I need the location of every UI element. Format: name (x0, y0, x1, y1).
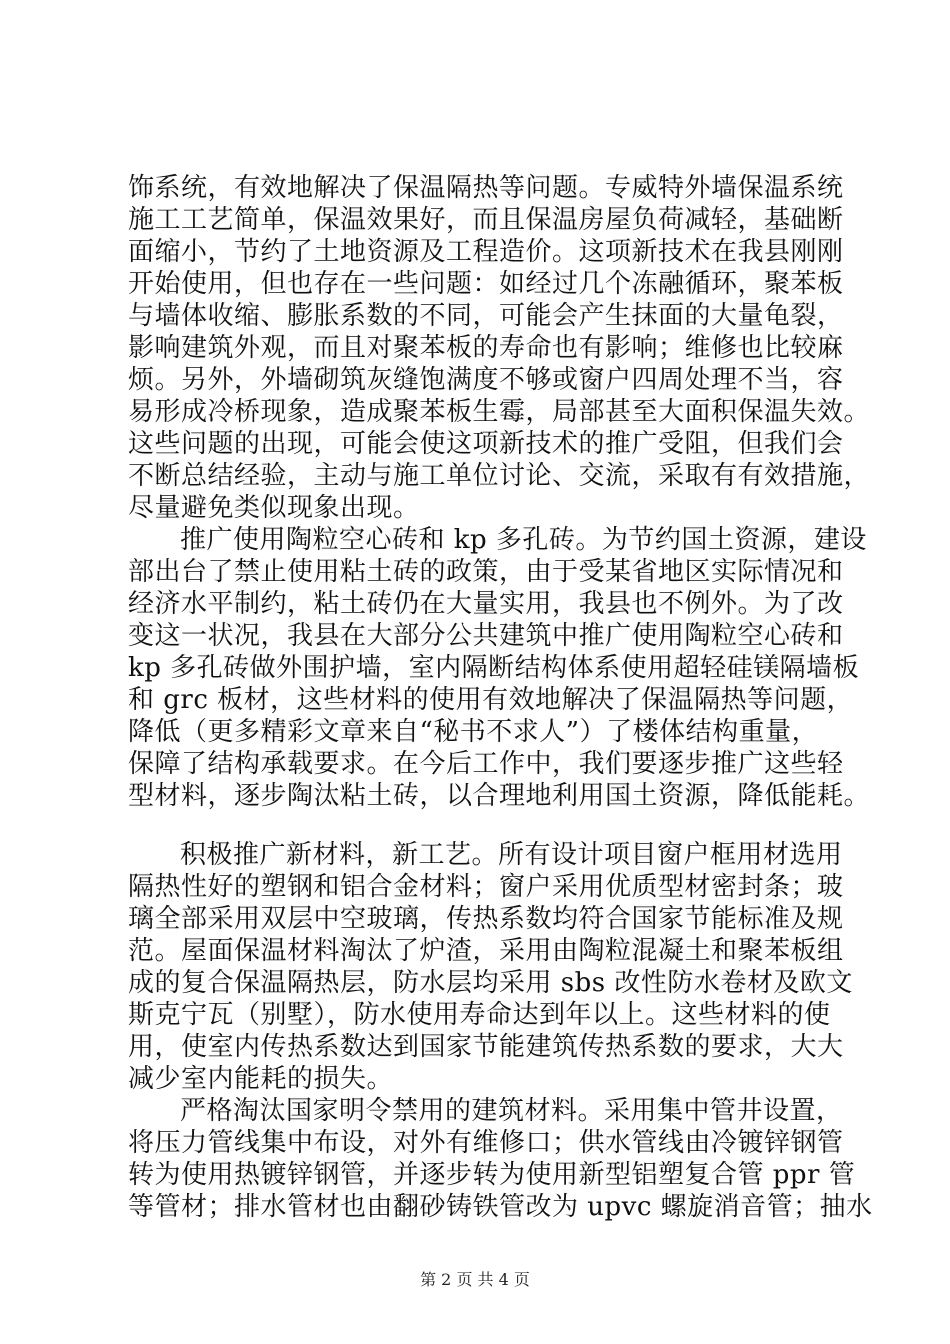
text-line: 开始使用，但也存在一些问题：如经过几个冻融循环，聚苯板 (128, 269, 844, 299)
text-line: kp 多孔砖做外围护墙，室内隔断结构体系使用超轻硅镁隔墙板 (128, 653, 860, 683)
text-line: 用，使室内传热系数达到国家节能建筑传热系数的要求，大大 (128, 1032, 844, 1062)
text-line: 减少室内能耗的损失。 (128, 1064, 394, 1094)
paragraph-banned-materials (128, 1095, 873, 1223)
paragraph-exterior-insulation (128, 172, 871, 524)
text-line: 和 grc 板材，这些材料的使用有效地解决了保温隔热等问题， (128, 685, 854, 715)
text-line: 斯克宁瓦（别墅），防水使用寿命达到年以上。这些材料的使 (128, 1000, 831, 1030)
text-line: 饰系统，有效地解决了保温隔热等问题。专威特外墙保温系统 (128, 173, 844, 203)
paragraph-hollow-bricks (128, 524, 871, 812)
text-line: 等管材；排水管材也由翻砂铸铁管改为 upvc 螺旋消音管；抽水 (128, 1192, 873, 1222)
text-line: 降低（更多精彩文章来自“秘书不求人”）了楼体结构重量， (128, 717, 819, 747)
paragraph-gap (128, 812, 858, 839)
text-line: 范。屋面保温材料淘汰了炉渣，采用由陶粒混凝土和聚苯板组 (128, 936, 844, 966)
text-line: 烦。另外，外墙砌筑灰缝饱满度不够或窗户四周处理不当，容 (128, 365, 844, 395)
text-line: 积极推广新材料，新工艺。所有设计项目窗户框用材选用 (180, 840, 843, 870)
document-body (128, 172, 873, 1223)
text-line: 影响建筑外观，而且对聚苯板的寿命也有影响；维修也比较麻 (128, 333, 844, 363)
text-line: 经济水平制约，粘土砖仍在大量实用，我县也不例外。为了改 (128, 589, 844, 619)
text-line: 面缩小，节约了土地资源及工程造价。这项新技术在我县刚刚 (128, 237, 844, 267)
text-line: 隔热性好的塑钢和铝合金材料；窗户采用优质型材密封条；玻 (128, 872, 844, 902)
page-footer: 第 2 页 共 4 页 (420, 1270, 530, 1289)
text-line: 不断总结经验，主动与施工单位讨论、交流，采取有有效措施， (128, 461, 871, 491)
text-line: 严格淘汰国家明令禁用的建筑材料。采用集中管井设置， (180, 1096, 843, 1126)
text-line: 将压力管线集中布设，对外有维修口；供水管线由冷镀锌钢管 (128, 1128, 844, 1158)
text-line: 易形成冷桥现象，造成聚苯板生霉，局部甚至大面积保温失效。 (128, 397, 871, 427)
text-line: 保障了结构承载要求。在今后工作中，我们要逐步推广这些轻 (128, 749, 844, 779)
text-line: 成的复合保温隔热层，防水层均采用 sbs 改性防水卷材及欧文 (128, 968, 853, 998)
text-line: 部出台了禁止使用粘土砖的政策，由于受某省地区实际情况和 (128, 557, 844, 587)
text-line: 璃全部采用双层中空玻璃，传热系数均符合国家节能标准及规 (128, 904, 844, 934)
text-line: 施工工艺简单，保温效果好，而且保温房屋负荷减轻，基础断 (128, 205, 844, 235)
text-line: 推广使用陶粒空心砖和 kp 多孔砖。为节约国土资源，建设 (180, 525, 867, 555)
text-line: 与墙体收缩、膨胀系数的不同，可能会产生抹面的大量龟裂， (128, 301, 844, 331)
paragraph-new-materials (128, 839, 858, 1095)
text-line: 这些问题的出现，可能会使这项新技术的推广受阻，但我们会 (128, 429, 844, 459)
text-line: 变这一状况，我县在大部分公共建筑中推广使用陶粒空心砖和 (128, 621, 844, 651)
text-line: 转为使用热镀锌钢管，并逐步转为使用新型铝塑复合管 ppr 管 (128, 1160, 856, 1190)
text-line: 型材料，逐步陶汰粘土砖，以合理地利用国土资源，降低能耗。 (128, 781, 871, 811)
text-line: 尽量避免类似现象出现。 (128, 493, 420, 523)
